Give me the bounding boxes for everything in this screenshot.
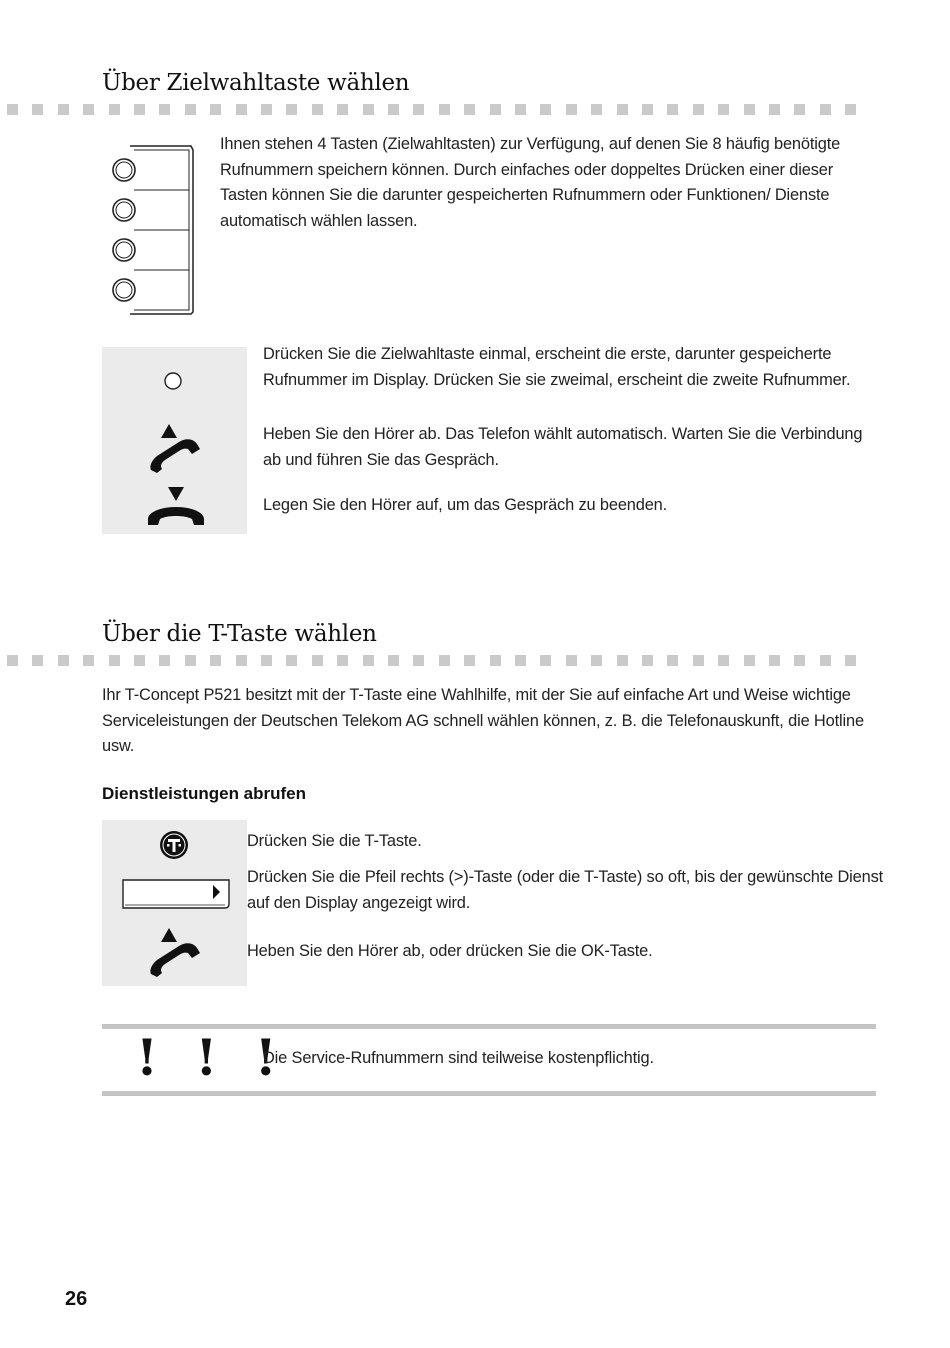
divider-square [591,104,602,115]
divider-square [159,104,170,115]
step-text: Drücken Sie die Pfeil rechts (>)-Taste (oder die T-Taste) so oft, bis der gewünschte Dienst auf den Display angezeigt wird. [247,868,884,912]
divider-square [464,104,475,115]
divider-square [820,104,831,115]
divider-square [566,104,577,115]
divider-square [845,104,856,115]
divider-square [32,655,43,666]
divider-square [490,104,501,115]
divider-square [32,104,43,115]
divider-square [312,655,323,666]
divider-square [134,655,145,666]
divider-square [794,655,805,666]
divider-square [286,104,297,115]
handset-lift-icon [145,422,205,479]
step-text: Drücken Sie die T-Taste. [247,832,422,850]
divider-square [58,655,69,666]
divider-square [337,104,348,115]
divider-square [566,655,577,666]
step-text: Heben Sie den Hörer ab. Das Telefon wählt automatisch. Warten Sie die Verbindung ab und führen Sie das Gespräch. [263,425,863,469]
handset-lift-icon [145,926,205,983]
subheading: Dienstleistungen abrufen [102,784,307,803]
divider-square [261,655,272,666]
divider-square [718,655,729,666]
divider-square [109,655,120,666]
divider-square [210,104,221,115]
divider-square [413,104,424,115]
speed-dial-keys-illustration [108,144,198,316]
divider-square [83,655,94,666]
t-key-icon [159,830,189,865]
divider-square [388,655,399,666]
divider-square [820,655,831,666]
step-text: Legen Sie den Hörer auf, um das Gespräch zu beenden. [263,496,668,514]
divider-square [718,104,729,115]
dotted-divider [0,104,870,116]
section-heading-t-key: Über die T-Taste wählen [102,621,377,647]
divider-square [515,655,526,666]
divider-square [185,104,196,115]
section2-intro: Ihr T-Concept P521 besitzt mit der T-Taste eine Wahlhilfe, mit der Sie auf einfache Art und Weise wichtige Serviceleistungen der Deutschen Telekom AG schnell wählen können, z. B. die Telefonauskunft, die Hotline usw. [102,686,864,756]
divider-square [591,655,602,666]
divider-square [210,655,221,666]
page-number: 26 [65,1288,88,1310]
divider-square [769,104,780,115]
divider-square [667,655,678,666]
divider-square [312,104,323,115]
divider-square [667,104,678,115]
divider-square [617,104,628,115]
divider-square [642,104,653,115]
divider-square [642,655,653,666]
divider-square [185,655,196,666]
divider-square [236,655,247,666]
divider-square [363,104,374,115]
arrow-right-key-icon [121,876,233,917]
step-text: Heben Sie den Hörer ab, oder drücken Sie die OK-Taste. [247,942,653,960]
step-text: Drücken Sie die Zielwahltaste einmal, erscheint die erste, darunter gespeicherte Rufnummer im Display. Drücken Sie sie zweimal, erscheint die zweite Rufnummer. [263,345,851,389]
divider-square [693,104,704,115]
note-bottom-rule [102,1091,876,1096]
dotted-divider [0,655,870,667]
divider-square [286,655,297,666]
divider-square [236,104,247,115]
exclamation-marks: ! ! ! [136,1028,287,1087]
divider-square [845,655,856,666]
divider-square [159,655,170,666]
speed-dial-key-icon [162,370,184,397]
divider-square [134,104,145,115]
divider-square [693,655,704,666]
divider-square [7,104,18,115]
divider-square [337,655,348,666]
section1-intro: Ihnen stehen 4 Tasten (Zielwahltasten) zur Verfügung, auf denen Sie 8 häufig benötigte Rufnummern speichern können. Durch einfaches oder doppeltes Drücken einer dieser Tasten können Sie die darunter gespeicherten Rufnummern oder Funktionen/ Dienste automatisch wählen lassen. [220,135,841,231]
divider-square [439,104,450,115]
divider-square [490,655,501,666]
divider-square [7,655,18,666]
divider-square [744,104,755,115]
divider-square [515,104,526,115]
handset-hangup-icon [145,485,205,534]
divider-square [617,655,628,666]
divider-square [109,104,120,115]
divider-square [83,104,94,115]
divider-square [388,104,399,115]
divider-square [744,655,755,666]
divider-square [769,655,780,666]
divider-square [363,655,374,666]
divider-square [261,104,272,115]
note-text: Die Service-Rufnummern sind teilweise kostenpflichtig. [263,1049,654,1067]
divider-square [58,104,69,115]
speed-dial-keys-icon [108,144,198,316]
divider-square [439,655,450,666]
divider-square [794,104,805,115]
divider-square [540,655,551,666]
divider-square [413,655,424,666]
divider-square [464,655,475,666]
section-heading-speed-dial: Über Zielwahltaste wählen [102,70,410,96]
divider-square [540,104,551,115]
